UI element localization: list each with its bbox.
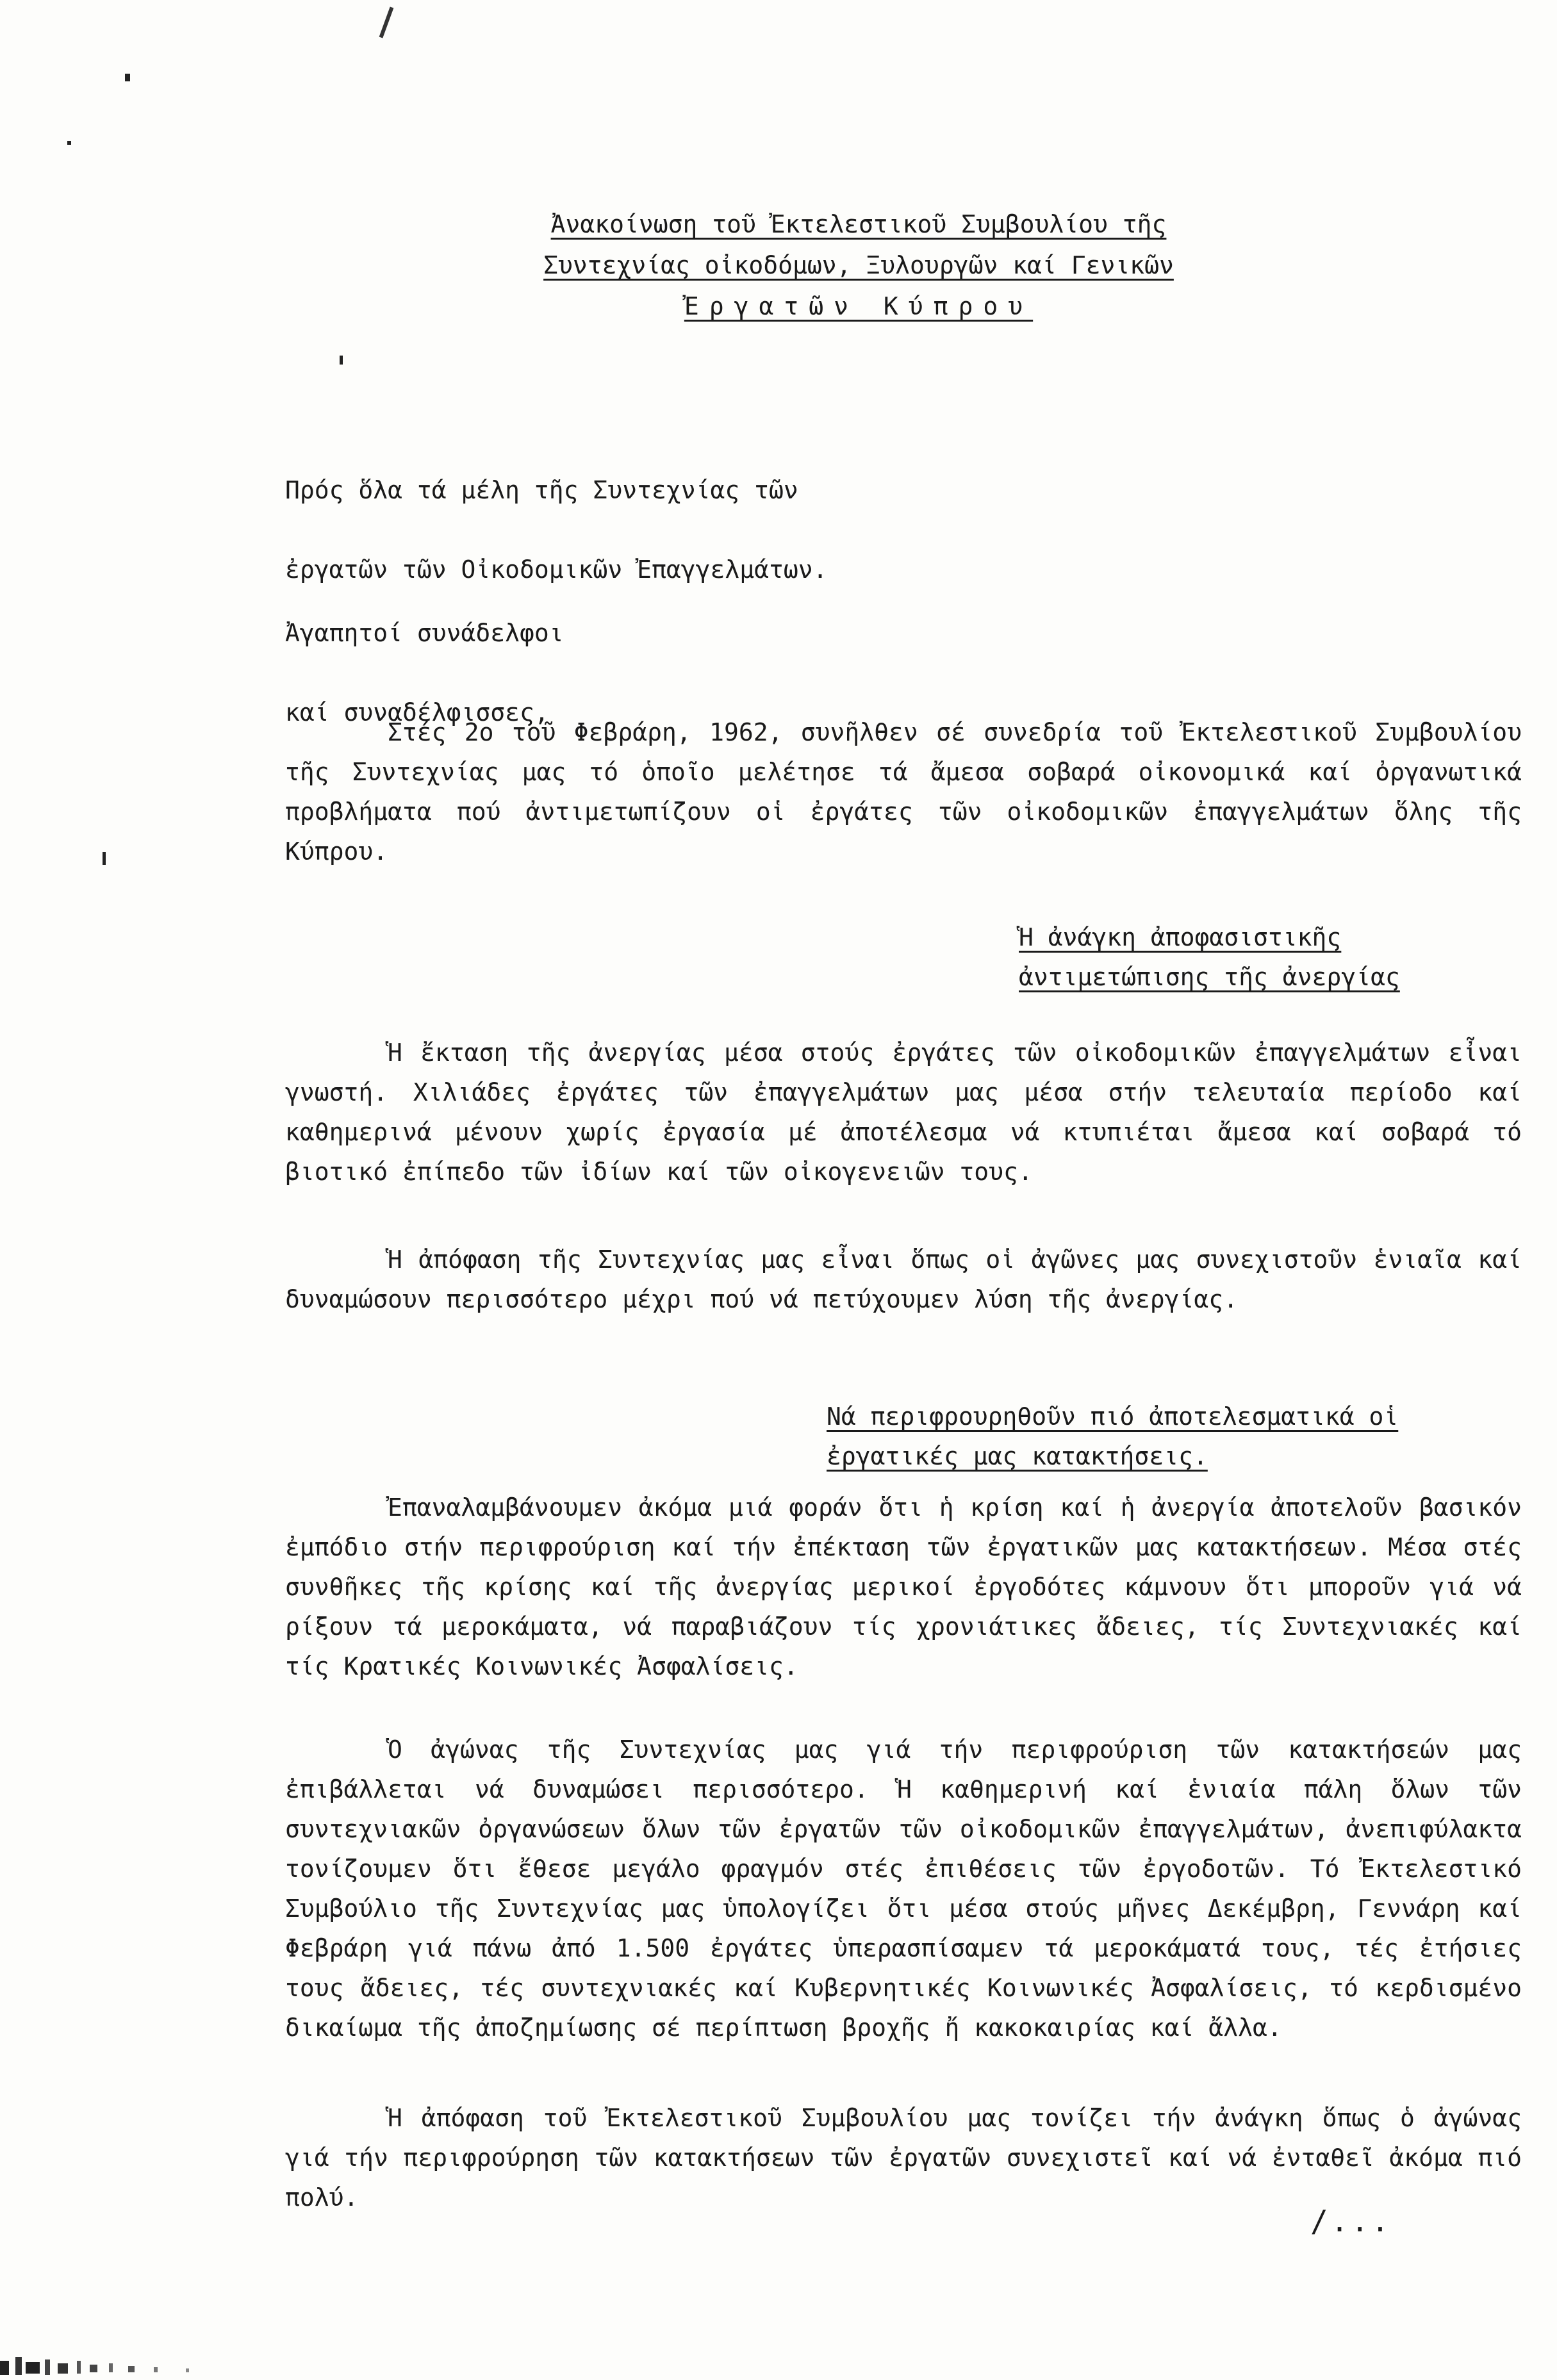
section2-para2-text: Ὁ ἀγώνας τῆς Συντεχνίας μας γιά τήν περιφρούριση τῶν κατακτήσεών μας ἐπιβάλλεται νά δυναμώσει περισσότερο. Ἡ καθημερινή καί ἑνιαία πάλη ὅλων τῶν συντεχνιακῶν ὀργανώσεων ὅλων τῶν ἐργατῶν τῶν οἰκοδομικῶν ἐπαγγελμάτων, ἀνεπιφύλακτα τονίζουμεν ὅτι ἔθεσε μεγάλο φραγμόν στές ἐπιθέσεις τῶν ἐργοδοτῶν. Τό Ἐκτελεστικό Συμβούλιο τῆς Συντεχνίας μας ὑπολογίζει ὅτι μέσα στούς μῆνες Δεκέμβρη, Γεννάρη καί Φεβράρη γιά πάνω ἀπό 1.500 ἐργάτες ὑπερασπίσαμεν τά μεροκάματά τους, τές ἐτήσιες τους ἄδειες, τές συντεχνιακές καί Κυβερνητικές Κοινωνικές Ἀσφαλίσεις, τό κερδισμένο δικαίωμα τῆς ἀποζημίωσης σέ περίπτωση βροχῆς ἤ κακοκαιρίας καί ἄλλα. <box>285 1736 1522 2042</box>
scan-dot <box>67 141 71 145</box>
intro-text: Στές 2ο τοῦ Φεβράρη, 1962, συνῆλθεν σέ συνεδρία τοῦ Ἐκτελεστικοῦ Συμβουλίου τῆς Συντεχνίας μας τό ὁποῖο μελέτησε τά ἄμεσα σοβαρά οἰκονομικά καί ὀργανωτικά προβλήματα πού ἀντιμετωπίζουν οἱ ἐργάτες τῶν οἰκοδομικῶν ἐπαγγελμάτων ὅλης τῆς Κύπρου. <box>285 718 1522 866</box>
scan-mark-top <box>379 6 394 38</box>
addressee-line-2: ἐργατῶν τῶν Οἰκοδομικῶν Ἐπαγγελμάτων. <box>285 555 828 584</box>
section1-heading-line-2: ἀντιμετώπισης τῆς ἀνεργίας <box>1019 963 1400 991</box>
section1-heading-line-1: Ἡ ἀνάγκη ἀποφασιστικῆς <box>1019 923 1342 951</box>
addressee-line-1: Πρός ὅλα τά μέλη τῆς Συντεχνίας τῶν <box>285 476 798 504</box>
scan-dot <box>103 852 106 865</box>
section2-para1-text: Ἐπαναλαμβάνουμεν ἀκόμα μιά φοράν ὅτι ἡ κρίση καί ἡ ἀνεργία ἀποτελοῦν βασικόν ἐμπόδιο στήν περιφρούριση καί τήν ἐπέκταση τῶν ἐργατικῶν μας κατακτήσεων. Μέσα στές συνθῆκες τῆς κρίσης καί τῆς ἀνεργίας μερικοί ἐργοδότες κάμνουν ὅτι μποροῦν γιά νά ρίξουν τά μεροκάματα, νά παραβιάζουν τίς χρονιάτικες ἄδειες, τίς Συντεχνιακές καί τίς Κρατικές Κοινωνικές Ἀσφαλίσεις. <box>285 1493 1522 1680</box>
scan-dot <box>125 74 130 81</box>
scan-dot <box>340 356 343 365</box>
scan-noise <box>0 2342 211 2380</box>
document-title <box>436 204 1281 327</box>
section1-paragraph-2 <box>285 1240 1522 1319</box>
salutation-line-2: καί συναδέλφισσες, <box>285 698 549 726</box>
section2-paragraph-1 <box>285 1488 1522 1686</box>
section1-paragraph-1 <box>285 1033 1522 1192</box>
section2-paragraph-2 <box>285 1730 1522 2048</box>
intro-paragraph <box>285 712 1522 871</box>
title-line-2: Συντεχνίας οἰκοδόμων, Ξυλουργῶν καί Γενικῶν <box>543 251 1174 279</box>
section1-para2-text: Ἡ ἀπόφαση τῆς Συντεχνίας μας εἶναι ὅπως οἱ ἀγῶνες μας συνεχιστοῦν ἑνιαῖα καί δυναμώσουν περισσότερο μέχρι πού νά πετύχουμεν λύση τῆς ἀνεργίας. <box>285 1245 1522 1313</box>
section2-paragraph-3 <box>285 2098 1522 2217</box>
section2-heading-line-1: Νά περιφρουρηθοῦν πιό ἀποτελεσματικά οἱ <box>827 1402 1399 1431</box>
continuation-marker: /... <box>1310 2204 1392 2238</box>
section1-para1-text: Ἡ ἔκταση τῆς ἀνεργίας μέσα στούς ἐργάτες τῶν οἰκοδομικῶν ἐπαγγελμάτων εἶναι γνωστή. Χιλιάδες ἐργάτες τῶν ἐπαγγελμάτων μας μέσα στήν τελευταία περίοδο καί καθημερινά μένουν χωρίς ἐργασία μέ ἀποτέλεσμα νά κτυπιέται ἄμεσα καί σοβαρά τό βιοτικό ἐπίπεδο τῶν ἰδίων καί τῶν οἰκογενειῶν τους. <box>285 1038 1522 1186</box>
salutation-line-1: Ἀγαπητοί συνάδελφοι <box>285 619 564 647</box>
title-line-1: Ἀνακοίνωση τοῦ Ἐκτελεστικοῦ Συμβουλίου τῆς <box>550 210 1167 238</box>
title-line-3: Ἐργατῶν Κύπρου <box>684 292 1034 320</box>
section2-para3-text: Ἡ ἀπόφαση τοῦ Ἐκτελεστικοῦ Συμβουλίου μας τονίζει τήν ἀνάγκη ὅπως ὁ ἀγώνας γιά τήν περιφρούρηση τῶν κατακτήσεων τῶν ἐργατῶν συνεχιστεῖ καί νά ἐνταθεῖ ἀκόμα πιό πολύ. <box>285 2104 1522 2212</box>
section2-heading-line-2: ἐργατικές μας κατακτήσεις. <box>827 1442 1208 1470</box>
